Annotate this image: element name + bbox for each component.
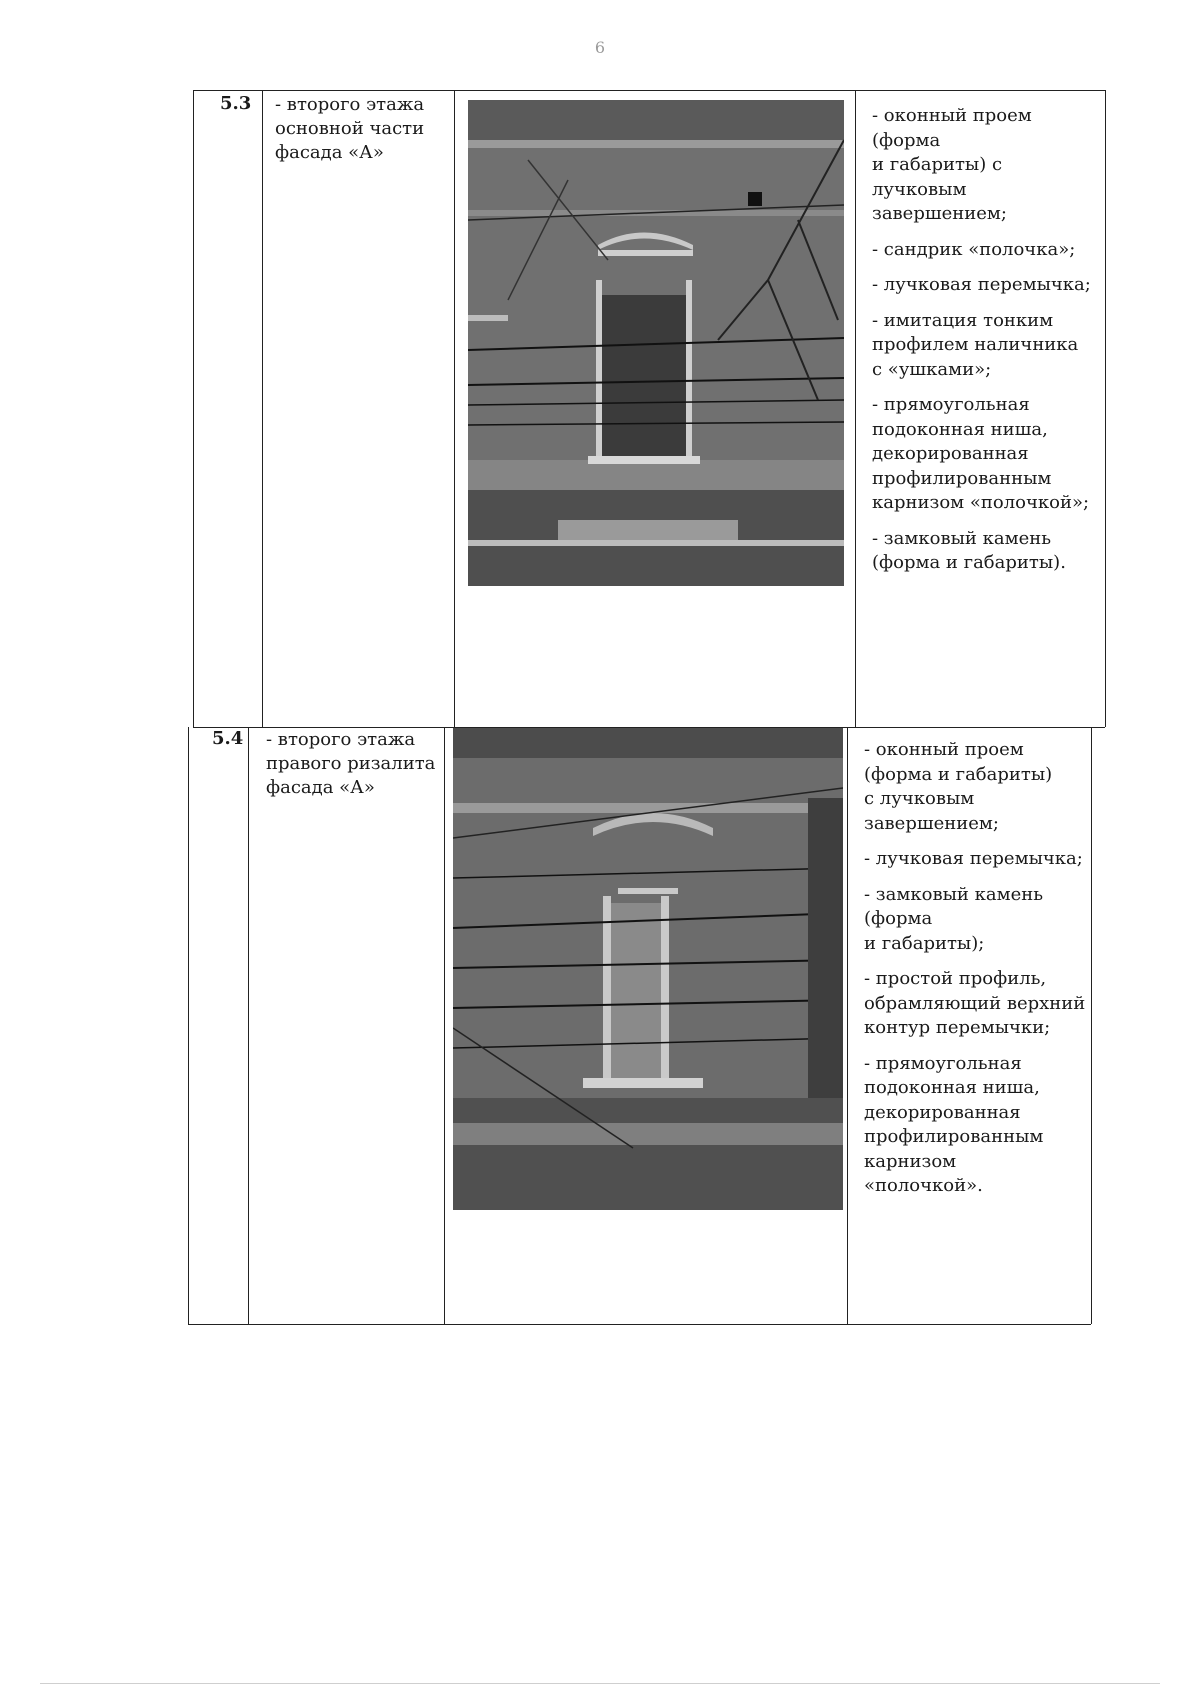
feature-item: - простой профиль, обрамляющий верхний контур перемычки; — [864, 968, 1086, 1038]
feature-item: - прямоугольная подоконная ниша, декорированная профилированным карнизом «полочкой». — [864, 1052, 1044, 1196]
page-number: 6 — [594, 38, 606, 57]
row-location: - второго этажа основной части фасада «А» — [275, 94, 425, 163]
feature-item: - прямоугольная подоконная ниша, декорированная профилированным карнизом «полочкой»; — [872, 394, 1090, 513]
row-number: 5.3 — [220, 93, 252, 114]
row-number: 5.4 — [212, 728, 244, 749]
feature-item: - оконный проем (форма и габариты) с лучковым завершением; — [864, 739, 1053, 834]
row-location: - второго этажа правого ризалита фасада «А» — [266, 729, 436, 798]
feature-item: - оконный проем (форма и габариты) с лучковым завершением; — [872, 105, 1032, 224]
feature-item: - лучковая перемычка; — [872, 274, 1091, 295]
facade-photo — [453, 728, 843, 1210]
feature-item: - замковый камень (форма и габариты); — [864, 883, 1044, 954]
feature-item: - лучковая перемычка; — [864, 848, 1083, 869]
feature-item: - имитация тонким профилем наличника с «ушками»; — [872, 309, 1079, 380]
feature-item: - замковый камень (форма и габариты). — [872, 527, 1066, 573]
feature-item: - сандрик «полочка»; — [872, 238, 1076, 260]
bottom-divider — [40, 1683, 1160, 1684]
features-list — [872, 104, 1102, 587]
facade-photo — [468, 100, 844, 586]
features-list — [864, 738, 1089, 1210]
